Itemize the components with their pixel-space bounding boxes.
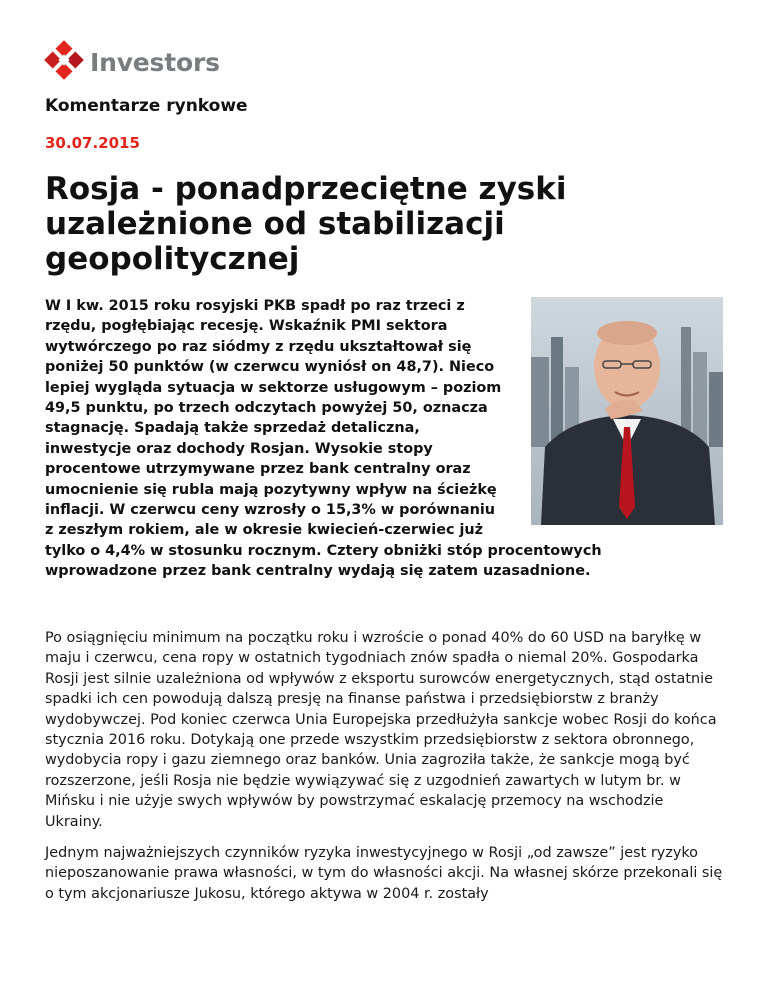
article-paragraph: Po osiągnięciu minimum na początku roku i wzroście o ponad 40% do 60 USD na baryłkę w maju i czerwcu, cena ropy w ostatnich tygodniach znów spadła o niemal 20%. Gospodarka Rosji jest silnie uzależniona od wpływów z eksportu surowców energetycznych, stąd ostatnie spadki ich cen powodują dalszą presję na finanse państwa i przedsiębiorstw z branży wydobywczej. Pod koniec czerwca Unia Europejska przedłużyła sankcje wobec Rosji do końca stycznia 2016 roku. Dotykają one przede wszystkim przedsiębiorstw z sektora obronnego, wydobycia ropy i gazu ziemnego oraz banków. Unia zagroziła także, że sankcje mogą być rozszerzone, jeśli Rosja nie będzie wywiązywać się z uzgodnień zawartych w lutym br. w Mińsku i nie użyje swych wpływów by powstrzymać eskalację przemocy na wschodzie Ukrainy.: [45, 630, 717, 830]
article-date: 30.07.2015: [45, 134, 140, 152]
investors-logo-icon: [44, 40, 84, 84]
section-label: Komentarze rynkowe: [45, 96, 248, 116]
brand-name: Investors: [90, 47, 220, 77]
brand-logo[interactable]: [44, 40, 220, 84]
author-photo: [531, 297, 723, 525]
article-lead-text: W I kw. 2015 roku rosyjski PKB spadł po raz trzeci z rzędu, pogłębiając recesję. Wskaźnik PMI sektora wytwórczego po raz siódmy z rzędu ukształtował się poniżej 50 punktów (w czerwcu wyniósł on 48,7). Nieco lepiej wygląda sytuacja w sektorze usługowym – poziom 49,5 punktu, po trzech odczytach powyżej 50, oznacza stagnację. Spadają także sprzedaż detaliczna, inwestycje oraz dochody Rosjan. Wysokie stopy procentowe utrzymywane przez bank centralny oraz umocnienie się rubla mają pozytywny wpływ na ścieżkę inflacji. W czerwcu ceny wzrosły o 15,3% w porównaniu z zeszłym rokiem, ale w okresie kwiecień-czerwiec już tylko o 4,4% w stosunku rocznym. Cztery obniżki stóp procentowych wprowadzone przez bank centralny wydają się zatem uzasadnione.: [45, 298, 602, 580]
article-paragraph: Jednym najważniejszych czynników ryzyka inwestycyjnego w Rosji „od zawsze” jest ryzyko nieposzanowanie prawa własności, w tym do własności akcji. Na własnej skórze przekonali się o tym akcjonariusze Jukosu, którego aktywa w 2004 r. zostały: [45, 845, 723, 902]
article-title: Rosja - ponadprzeciętne zyski uzależnione od stabilizacji geopolitycznej: [45, 171, 567, 277]
